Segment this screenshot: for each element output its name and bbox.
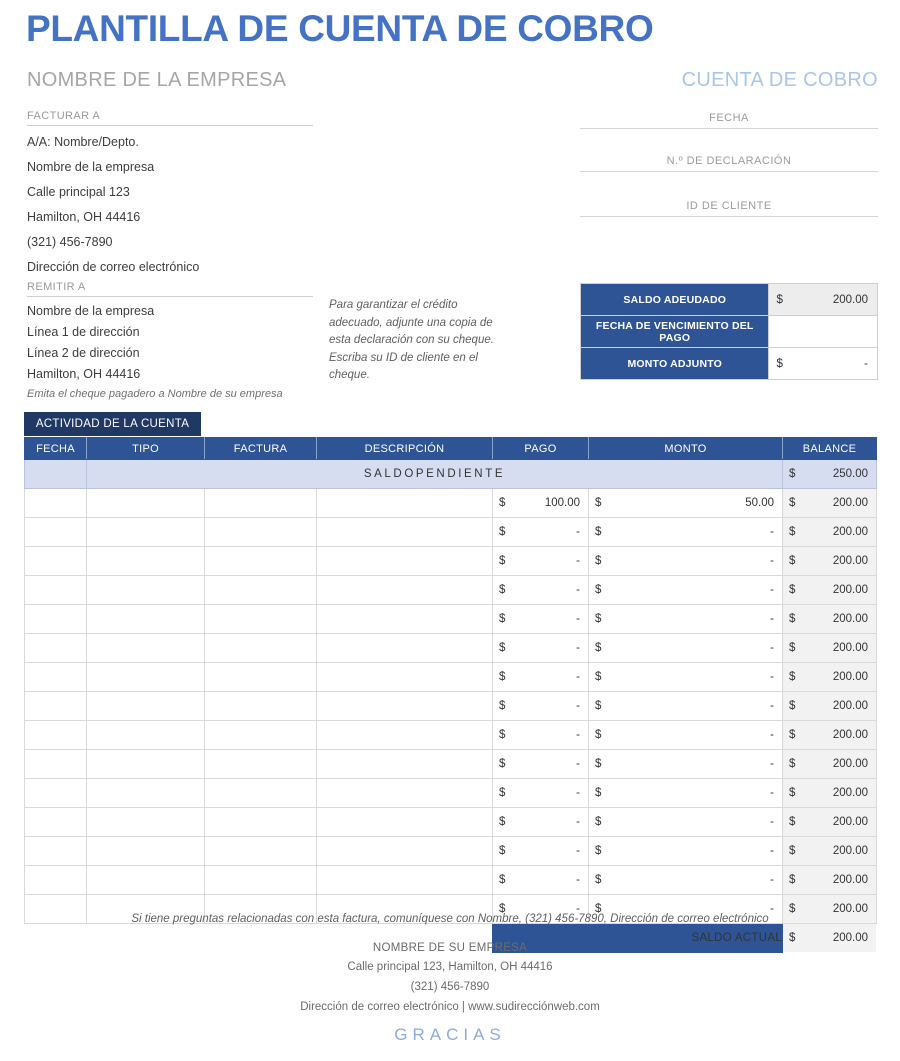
cell-amount: - xyxy=(576,874,580,886)
cell-descripcion[interactable] xyxy=(317,721,493,750)
cell-tipo[interactable] xyxy=(87,837,205,866)
cell-amount: - xyxy=(576,729,580,741)
cell-monto[interactable] xyxy=(589,634,783,663)
balance-due-label: SALDO ADEUDADO xyxy=(581,284,769,316)
company-name-heading: NOMBRE DE LA EMPRESA xyxy=(27,69,287,91)
customer-id-underline xyxy=(580,216,878,217)
cell-balance[interactable] xyxy=(783,576,877,605)
statement-number-field[interactable] xyxy=(580,155,878,172)
cell-factura[interactable] xyxy=(205,750,317,779)
currency-symbol: $ xyxy=(789,932,796,944)
currency-symbol: $ xyxy=(595,758,602,770)
cell-fecha[interactable] xyxy=(25,692,87,721)
date-field-label: FECHA xyxy=(709,112,749,124)
cell-balance[interactable] xyxy=(783,837,877,866)
cell-amount: - xyxy=(576,816,580,828)
cell-amount: 200.00 xyxy=(832,874,868,886)
cell-amount: - xyxy=(576,613,580,625)
table-row xyxy=(25,750,877,779)
bill-to-label: FACTURAR A xyxy=(27,110,101,122)
currency-symbol: $ xyxy=(789,671,796,683)
cell-amount: - xyxy=(576,787,580,799)
column-header-monto[interactable]: MONTO xyxy=(589,438,783,460)
cell-amount: - xyxy=(770,555,774,567)
cell-factura[interactable] xyxy=(205,576,317,605)
summary-row-balance-due xyxy=(581,284,878,316)
pending-balance-label: SALDOPENDIENTE xyxy=(87,460,783,489)
cell-descripcion[interactable] xyxy=(317,808,493,837)
amount-enclosed-currency: $ xyxy=(776,357,783,370)
currency-symbol: $ xyxy=(789,642,796,654)
cell-factura[interactable] xyxy=(205,866,317,895)
cell-pago[interactable] xyxy=(493,721,589,750)
cell-fecha[interactable] xyxy=(25,518,87,547)
currency-symbol: $ xyxy=(789,787,796,799)
cell-amount: - xyxy=(770,874,774,886)
cell-balance[interactable] xyxy=(783,663,877,692)
column-header-descripcion[interactable]: DESCRIPCIÓN xyxy=(317,438,493,460)
cell-monto[interactable] xyxy=(589,518,783,547)
cell-fecha[interactable] xyxy=(25,663,87,692)
cell-factura[interactable] xyxy=(205,489,317,518)
cell-tipo[interactable] xyxy=(87,692,205,721)
currency-symbol: $ xyxy=(499,729,506,741)
currency-symbol: $ xyxy=(499,845,506,857)
currency-symbol: $ xyxy=(595,816,602,828)
table-row xyxy=(25,547,877,576)
currency-symbol: $ xyxy=(789,555,796,567)
currency-symbol: $ xyxy=(595,555,602,567)
cell-balance[interactable] xyxy=(783,808,877,837)
table-row xyxy=(25,576,877,605)
footer-question-text: Si tiene preguntas relacionadas con esta factura, comuníquese con Nombre, (321) 456-7890, Dirección de correo electrónico xyxy=(131,913,769,925)
cell-tipo[interactable] xyxy=(87,808,205,837)
cell-descripcion[interactable] xyxy=(317,837,493,866)
cell-pago[interactable] xyxy=(493,750,589,779)
summary-row-due-date xyxy=(581,316,878,348)
due-date-label: FECHA DE VENCIMIENTO DEL PAGO xyxy=(581,316,769,348)
cell-factura[interactable] xyxy=(205,634,317,663)
cell-amount: - xyxy=(770,700,774,712)
currency-symbol: $ xyxy=(595,642,602,654)
cell-monto[interactable] xyxy=(589,721,783,750)
cell-monto[interactable] xyxy=(589,605,783,634)
cell-balance[interactable] xyxy=(783,547,877,576)
currency-symbol: $ xyxy=(789,497,796,509)
currency-symbol: $ xyxy=(499,526,506,538)
cell-fecha[interactable] xyxy=(25,605,87,634)
cell-pago[interactable] xyxy=(493,605,589,634)
cell-factura[interactable] xyxy=(205,721,317,750)
currency-symbol: $ xyxy=(789,816,796,828)
bill-to-line[interactable]: (321) 456-7890 xyxy=(27,235,113,249)
cell-factura[interactable] xyxy=(205,518,317,547)
cell-balance[interactable] xyxy=(783,866,877,895)
cell-amount: - xyxy=(770,613,774,625)
cell-factura[interactable] xyxy=(205,837,317,866)
footer-thanks: GRACIAS xyxy=(394,1025,506,1044)
statement-number-label: N.º DE DECLARACIÓN xyxy=(666,155,792,167)
table-row xyxy=(25,808,877,837)
customer-id-field[interactable] xyxy=(580,200,878,217)
remit-to-line[interactable]: Nombre de la empresa xyxy=(27,304,155,318)
cell-amount: 200.00 xyxy=(832,903,868,915)
currency-symbol: $ xyxy=(595,526,602,538)
cell-pago[interactable] xyxy=(493,866,589,895)
cell-monto[interactable] xyxy=(589,547,783,576)
cell-amount: - xyxy=(576,584,580,596)
cell-balance[interactable] xyxy=(783,634,877,663)
currency-symbol: $ xyxy=(499,584,506,596)
cell-fecha[interactable] xyxy=(25,721,87,750)
cell-monto[interactable] xyxy=(589,489,783,518)
cell-amount: 200.00 xyxy=(832,932,868,944)
cell-tipo[interactable] xyxy=(87,489,205,518)
customer-id-label: ID DE CLIENTE xyxy=(686,200,772,212)
currency-symbol: $ xyxy=(595,613,602,625)
currency-symbol: $ xyxy=(595,584,602,596)
cell-amount: 200.00 xyxy=(832,526,868,538)
summary-box xyxy=(580,283,878,380)
cell-pago[interactable] xyxy=(493,663,589,692)
cell-fecha[interactable] xyxy=(25,750,87,779)
cell-fecha[interactable] xyxy=(25,489,87,518)
remit-to-label: REMITIR A xyxy=(27,281,86,293)
cell-tipo[interactable] xyxy=(87,779,205,808)
bill-to-line[interactable]: A/A: Nombre/Depto. xyxy=(27,135,139,149)
cell-amount: 200.00 xyxy=(832,497,868,509)
amount-enclosed-label: MONTO ADJUNTO xyxy=(581,348,769,380)
cell-amount: - xyxy=(576,845,580,857)
cell-monto[interactable] xyxy=(589,750,783,779)
cell-amount: 200.00 xyxy=(832,729,868,741)
cell-amount: - xyxy=(576,671,580,683)
activity-table-head xyxy=(25,438,877,460)
cell-monto[interactable] xyxy=(589,779,783,808)
cell-descripcion[interactable] xyxy=(317,489,493,518)
cell-amount: - xyxy=(770,758,774,770)
cell-factura[interactable] xyxy=(205,692,317,721)
cell-pago[interactable] xyxy=(493,489,589,518)
cell-amount: - xyxy=(770,903,774,915)
column-header-tipo[interactable]: TIPO xyxy=(87,438,205,460)
currency-symbol: $ xyxy=(789,729,796,741)
currency-symbol: $ xyxy=(499,671,506,683)
cell-factura[interactable] xyxy=(205,663,317,692)
check-payable-note: Emita el cheque pagadero a Nombre de su empresa xyxy=(27,388,283,400)
currency-symbol: $ xyxy=(499,903,506,915)
activity-table xyxy=(24,437,877,953)
cell-tipo[interactable] xyxy=(87,866,205,895)
cell-amount: - xyxy=(576,526,580,538)
cell-fecha[interactable] xyxy=(25,460,87,489)
currency-symbol: $ xyxy=(499,874,506,886)
cell-balance[interactable] xyxy=(783,489,877,518)
currency-symbol: $ xyxy=(595,903,602,915)
cell-tipo[interactable] xyxy=(87,721,205,750)
cell-factura[interactable] xyxy=(205,808,317,837)
currency-symbol: $ xyxy=(789,845,796,857)
currency-symbol: $ xyxy=(789,468,796,480)
activity-tab[interactable]: ACTIVIDAD DE LA CUENTA xyxy=(24,412,201,436)
cell-pago[interactable] xyxy=(493,576,589,605)
column-header-factura[interactable]: FACTURA xyxy=(205,438,317,460)
summary-row-amount-enclosed xyxy=(581,348,878,380)
cell-amount: - xyxy=(770,787,774,799)
currency-symbol: $ xyxy=(499,642,506,654)
cell-amount: - xyxy=(770,584,774,596)
cell-balance[interactable] xyxy=(783,750,877,779)
cell-amount: - xyxy=(576,903,580,915)
cell-factura[interactable] xyxy=(205,605,317,634)
balance-due-currency: $ xyxy=(776,293,783,306)
currency-symbol: $ xyxy=(499,613,506,625)
cell-monto[interactable] xyxy=(589,837,783,866)
table-row xyxy=(25,837,877,866)
balance-due-amount: 200.00 xyxy=(832,293,868,306)
cell-amount: - xyxy=(576,555,580,567)
cell-amount: 100.00 xyxy=(544,497,580,509)
cell-pago[interactable] xyxy=(493,779,589,808)
cell-tipo[interactable] xyxy=(87,547,205,576)
date-field[interactable] xyxy=(580,112,878,129)
column-header-pago[interactable]: PAGO xyxy=(493,438,589,460)
cell-tipo[interactable] xyxy=(87,634,205,663)
cell-monto[interactable] xyxy=(589,663,783,692)
currency-symbol: $ xyxy=(789,758,796,770)
bill-to-line[interactable]: Calle principal 123 xyxy=(27,185,130,199)
currency-symbol: $ xyxy=(499,758,506,770)
cell-amount: 200.00 xyxy=(832,787,868,799)
cell-balance[interactable] xyxy=(783,518,877,547)
activity-header-row xyxy=(25,438,877,460)
cell-balance[interactable] xyxy=(783,721,877,750)
remit-to-line[interactable]: Línea 1 de dirección xyxy=(27,325,140,339)
cell-factura[interactable] xyxy=(205,547,317,576)
cell-amount: - xyxy=(770,526,774,538)
cell-descripcion[interactable] xyxy=(317,692,493,721)
cell-amount: 200.00 xyxy=(832,555,868,567)
cell-amount: 200.00 xyxy=(832,671,868,683)
cell-pago[interactable] xyxy=(493,634,589,663)
cell-fecha[interactable] xyxy=(25,866,87,895)
cell-pago[interactable] xyxy=(493,518,589,547)
cell-fecha[interactable] xyxy=(25,808,87,837)
footer-phone: (321) 456-7890 xyxy=(410,981,490,993)
table-row xyxy=(25,721,877,750)
cell-pago[interactable] xyxy=(493,808,589,837)
cell-amount: 200.00 xyxy=(832,845,868,857)
cell-monto[interactable] xyxy=(589,866,783,895)
currency-symbol: $ xyxy=(789,874,796,886)
cell-fecha[interactable] xyxy=(25,837,87,866)
cell-amount: 200.00 xyxy=(832,700,868,712)
cell-amount: 200.00 xyxy=(832,584,868,596)
cell-amount: - xyxy=(770,845,774,857)
remit-to-line[interactable]: Hamilton, OH 44416 xyxy=(27,367,141,381)
currency-symbol: $ xyxy=(499,497,506,509)
cell-balance[interactable] xyxy=(783,692,877,721)
column-header-balance[interactable]: BALANCE xyxy=(783,438,877,460)
bill-to-line[interactable]: Hamilton, OH 44416 xyxy=(27,210,141,224)
cell-amount: - xyxy=(770,671,774,683)
due-date-value[interactable] xyxy=(769,316,878,348)
table-row xyxy=(25,663,877,692)
cell-amount: 200.00 xyxy=(832,816,868,828)
page-title: PLANTILLA DE CUENTA DE COBRO xyxy=(26,8,654,49)
table-row-pending xyxy=(25,460,877,489)
table-row xyxy=(25,779,877,808)
cell-tipo[interactable] xyxy=(87,576,205,605)
currency-symbol: $ xyxy=(595,787,602,799)
currency-symbol: $ xyxy=(499,787,506,799)
currency-symbol: $ xyxy=(789,903,796,915)
cell-balance[interactable] xyxy=(783,460,877,489)
cell-tipo[interactable] xyxy=(87,605,205,634)
cell-monto[interactable] xyxy=(589,576,783,605)
date-field-underline xyxy=(580,128,878,129)
cell-amount: - xyxy=(576,642,580,654)
cell-pago[interactable] xyxy=(493,547,589,576)
cell-tipo[interactable] xyxy=(87,750,205,779)
cell-pago[interactable] xyxy=(493,837,589,866)
currency-symbol: $ xyxy=(595,497,602,509)
cell-balance[interactable] xyxy=(783,605,877,634)
cell-descripcion[interactable] xyxy=(317,634,493,663)
credit-instructions-note: Para garantizar el crédito adecuado, adjunte una copia de esta declaración con su cheque. Escriba su ID de cliente en el cheque. xyxy=(329,299,494,381)
table-row xyxy=(25,518,877,547)
table-row xyxy=(25,634,877,663)
cell-amount: 50.00 xyxy=(745,497,774,509)
cell-monto[interactable] xyxy=(589,692,783,721)
cell-pago[interactable] xyxy=(493,692,589,721)
currency-symbol: $ xyxy=(789,526,796,538)
cell-descripcion[interactable] xyxy=(317,547,493,576)
currency-symbol: $ xyxy=(789,700,796,712)
bill-to-line[interactable]: Dirección de correo electrónico xyxy=(27,260,200,274)
cell-amount: 200.00 xyxy=(832,758,868,770)
footer-company-name: NOMBRE DE SU EMPRESA xyxy=(372,942,528,954)
cell-amount: - xyxy=(576,758,580,770)
cell-monto[interactable] xyxy=(589,808,783,837)
amount-enclosed-amount: - xyxy=(864,357,868,370)
currency-symbol: $ xyxy=(595,874,602,886)
cell-descripcion[interactable] xyxy=(317,866,493,895)
cell-fecha[interactable] xyxy=(25,547,87,576)
cell-amount: - xyxy=(770,816,774,828)
cell-descripcion[interactable] xyxy=(317,518,493,547)
cell-descripcion[interactable] xyxy=(317,663,493,692)
currency-symbol: $ xyxy=(789,584,796,596)
table-row xyxy=(25,605,877,634)
currency-symbol: $ xyxy=(499,555,506,567)
currency-symbol: $ xyxy=(595,845,602,857)
table-row xyxy=(25,692,877,721)
remit-to-line[interactable]: Línea 2 de dirección xyxy=(27,346,140,360)
cell-amount: - xyxy=(576,700,580,712)
table-row xyxy=(25,866,877,895)
cell-factura[interactable] xyxy=(205,779,317,808)
balance-due-value[interactable] xyxy=(769,284,878,316)
cell-tipo[interactable] xyxy=(87,518,205,547)
column-header-fecha[interactable]: FECHA xyxy=(25,438,87,460)
cell-fecha[interactable] xyxy=(25,779,87,808)
cell-fecha[interactable] xyxy=(25,634,87,663)
document-type-heading: CUENTA DE COBRO xyxy=(681,69,878,91)
footer-address: Calle principal 123, Hamilton, OH 44416 xyxy=(347,961,553,973)
cell-amount: - xyxy=(770,729,774,741)
current-balance-label: SALDO ACTUAL xyxy=(493,924,783,953)
currency-symbol: $ xyxy=(499,816,506,828)
cell-balance[interactable] xyxy=(783,779,877,808)
cell-amount: 200.00 xyxy=(832,613,868,625)
table-row xyxy=(25,489,877,518)
cell-fecha[interactable] xyxy=(25,576,87,605)
cell-amount: 200.00 xyxy=(832,642,868,654)
currency-symbol: $ xyxy=(789,613,796,625)
cell-descripcion[interactable] xyxy=(317,576,493,605)
activity-table-body xyxy=(25,460,877,953)
cell-descripcion[interactable] xyxy=(317,779,493,808)
cell-amount: 250.00 xyxy=(832,468,868,480)
bill-to-line[interactable]: Nombre de la empresa xyxy=(27,160,155,174)
currency-symbol: $ xyxy=(595,729,602,741)
cell-amount: - xyxy=(770,642,774,654)
currency-symbol: $ xyxy=(499,700,506,712)
remit-to-divider xyxy=(27,296,313,297)
currency-symbol: $ xyxy=(595,700,602,712)
bill-to-block xyxy=(27,110,313,280)
footer-web: Dirección de correo electrónico | www.sudirecciónweb.com xyxy=(300,1001,600,1013)
cell-tipo[interactable] xyxy=(87,663,205,692)
statement-number-underline xyxy=(580,171,878,172)
currency-symbol: $ xyxy=(595,671,602,683)
cell-descripcion[interactable] xyxy=(317,750,493,779)
cell-descripcion[interactable] xyxy=(317,605,493,634)
bill-to-divider xyxy=(27,125,313,126)
amount-enclosed-value[interactable] xyxy=(769,348,878,380)
remit-to-block xyxy=(27,281,313,400)
